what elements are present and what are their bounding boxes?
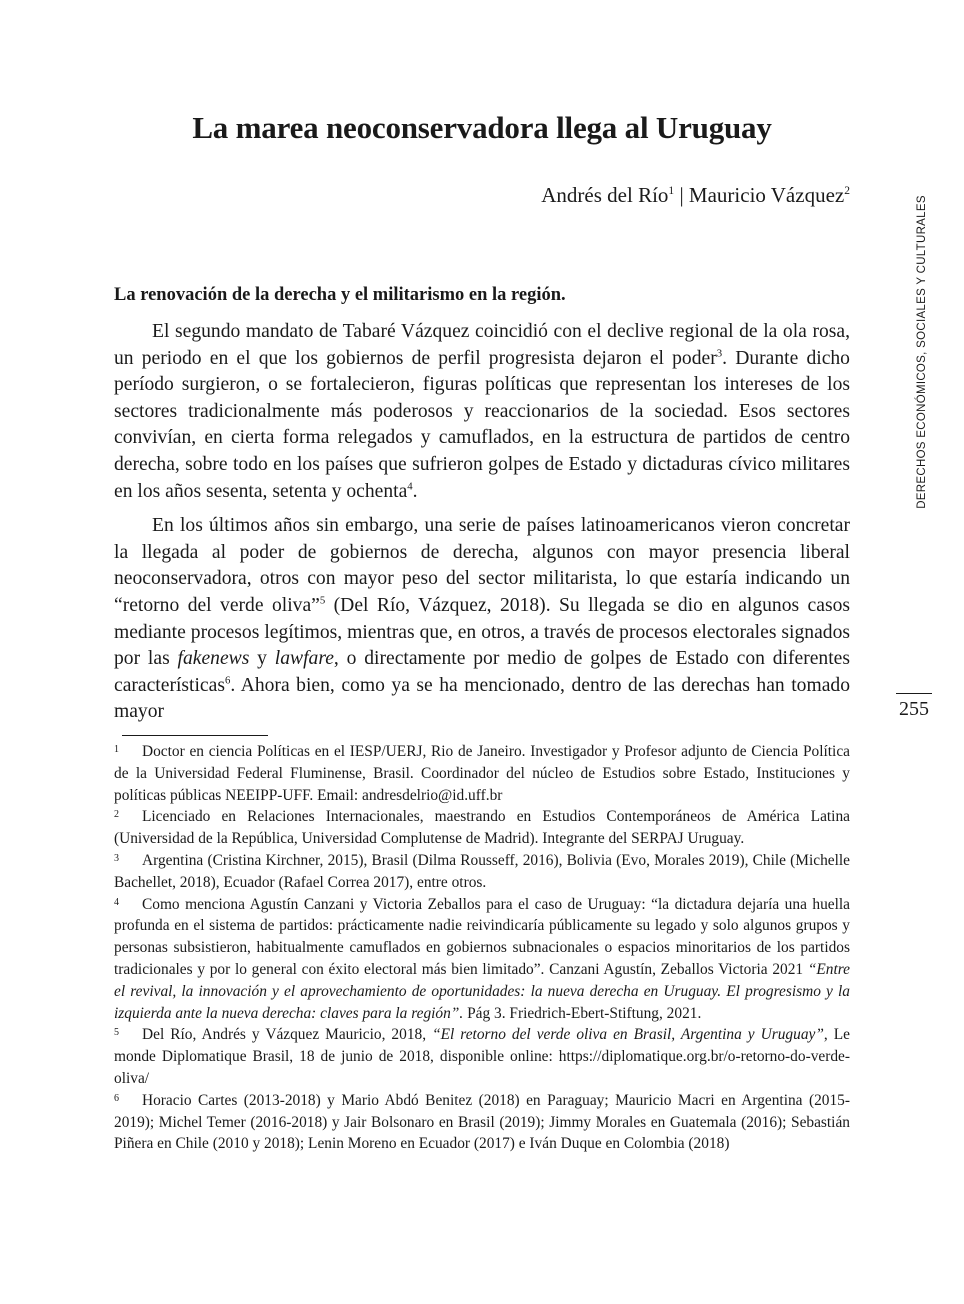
footnote-number: 5 bbox=[114, 1027, 119, 1039]
text-run: . Durante dicho período surgieron, o se fortalecieron, figuras políticas que representan los intereses de los sectores tradicionalmente más poderosos y reaccionarios de la sociedad. Esos sectores convivían, en cierta forma relegados y camuflados, en la estructura de partidos de centro derecha, sobre todo en los países que sufrieron golpes de Estado y dictaduras cívico militares en los años sesenta, setenta y ochenta bbox=[114, 347, 850, 502]
text-run: En los últimos años sin embargo, una serie de países latinoamericanos vieron concretar la llegada al poder de gobiernos de derecha, algunos con mayor presencia liberal neoconservadora, otros con mayor peso del sector militarista, lo que estaría indicando un “retorno del verde oliva” bbox=[114, 515, 850, 616]
footnote-number: 2 bbox=[114, 809, 119, 821]
footnote-text: Doctor en ciencia Políticas en el IESP/UERJ, Rio de Janeiro. Investigador y Profesor adjunto de Ciencia Política de la Universidad Federal Fluminense, Brasil. Coordinador del núcleo de Estudios sobre Estado, Instituciones y políticas públicas NEEIPP-UFF. Email: andresdelrio@id.uff.br bbox=[114, 743, 850, 804]
footnote-separator bbox=[122, 735, 268, 736]
section-heading: La renovación de la derecha y el militarismo en la región. bbox=[114, 285, 566, 305]
footnote-text: Horacio Cartes (2013-2018) y Mario Abdó Benitez (2018) en Paraguay; Mauricio Macri en Argentina (2015- 2019); Michel Temer (2016-2018) y Jair Bolsonaro en Brasil (2019); Jimmy Morales en Guatemala (2016); Sebastián Piñera en Chile (2010 y 2018); Lenin Moreno en Ecuador (2017) e Iván Duque en Colombia (2018) bbox=[114, 1091, 850, 1153]
author-separator: | bbox=[674, 183, 689, 207]
footnote-ref[interactable]: 6 bbox=[224, 674, 231, 687]
footnote bbox=[114, 1024, 850, 1089]
paragraph bbox=[114, 319, 850, 505]
footnote-number: 1 bbox=[114, 744, 119, 755]
footnote-number: 3 bbox=[114, 852, 119, 864]
page-number: 255 bbox=[899, 698, 929, 720]
body-text bbox=[114, 319, 850, 734]
text-run: (Del Río, Vázquez, 2018). Su llegada se dio en algunos casos mediante procesos legítimos, mientras que, en otros, a través de procesos electorales signados por las bbox=[114, 594, 850, 670]
text-run: El segundo mandato de Tabaré Vázquez coincidió con el declive regional de la ola rosa, un periodo en el que los gobiernos de perfil progresista dejaron el poder bbox=[114, 321, 850, 369]
footnote bbox=[114, 741, 850, 806]
italic-term: lawfare bbox=[274, 648, 334, 670]
article-title: La marea neoconservadora llega al Uruguay bbox=[192, 110, 772, 145]
author-name: Andrés del Río bbox=[541, 183, 669, 207]
paragraph bbox=[114, 513, 850, 726]
footnote-ref[interactable]: 5 bbox=[319, 594, 326, 607]
text-run: . bbox=[412, 480, 418, 502]
footnote-ref[interactable]: 4 bbox=[407, 480, 413, 493]
footnote-ref[interactable]: 1 bbox=[668, 185, 675, 197]
footnote bbox=[114, 806, 850, 850]
footnote bbox=[114, 894, 850, 1025]
footnote-text: Como menciona Agustín Canzani y Victoria Zeballos para el caso de Uruguay: “la dictadura dejaría una huella profunda en el sistema de partidos: prácticamente nadie reivindicaría públicamente su legado y solo algunos grupos y personas subsistieron, habitualmente camuflados en gobiernos subnacionales o espacios minoritarios de los partidos tradicionales y por lo general con éxito electoral más bien limitado”. Canzani Agustín, Zeballos Victoria 2021 bbox=[114, 895, 850, 978]
italic-term: fakenews bbox=[177, 648, 250, 670]
text-run: y bbox=[249, 648, 275, 670]
author-line bbox=[541, 183, 850, 208]
footnote-italic-citation: “El retorno del verde oliva en Brasil, Argentina y Uruguay” bbox=[432, 1026, 824, 1044]
text-run: . Ahora bien, como ya se ha mencionado, dentro de las derechas han tomado mayor bbox=[114, 674, 850, 723]
text-run: , o directamente por medio de golpes de Estado con diferentes características bbox=[114, 648, 850, 696]
footnote-text: Licenciado en Relaciones Internacionales, maestrando en Estudios Contemporáneos de América Latina (Universidad de la República, Universidad Complutense de Madrid). Integrante del SERPAJ Uruguay. bbox=[114, 808, 850, 848]
footnote-text: Argentina (Cristina Kirchner, 2015), Brasil (Dilma Rousseff, 2016), Bolivia (Evo, Morales 2019), Chile (Michelle Bachellet, 2018), Ecuador (Rafael Correa 2017), entre otros. bbox=[114, 851, 850, 891]
footnote bbox=[114, 1090, 850, 1155]
author-name: Mauricio Vázquez bbox=[688, 183, 845, 207]
footnote-text: , Le monde Diplomatique Brasil, 18 de junio de 2018, disponible online: https://diplomatique.org.br/o-retorno-do-verde-oliva/ bbox=[114, 1026, 851, 1087]
footnotes bbox=[114, 741, 850, 1155]
footnote-text: Del Río, Andrés y Vázquez Mauricio, 2018, bbox=[142, 1026, 433, 1044]
footnote-italic-citation: “Entre el revival, la innovación y el aprovechamiento de oportunidades: la nueva derecha en Uruguay. El progresismo y la izquierda ante la nueva derecha: claves para la región”. bbox=[114, 960, 850, 1022]
page-number-rule bbox=[896, 693, 932, 694]
footnote-number: 4 bbox=[114, 896, 119, 908]
footnote-ref[interactable]: 2 bbox=[844, 185, 850, 197]
footnote-number: 6 bbox=[114, 1092, 119, 1104]
footnote-text: Pág 3. Friedrich-Ebert-Stiftung, 2021. bbox=[463, 1004, 702, 1022]
section-label-text: DERECHOS ECONÓMICOS, SOCIALES Y CULTURALES bbox=[916, 195, 928, 509]
footnote-ref[interactable]: 3 bbox=[716, 347, 723, 360]
footnote bbox=[114, 850, 850, 894]
running-section-label bbox=[912, 192, 932, 512]
